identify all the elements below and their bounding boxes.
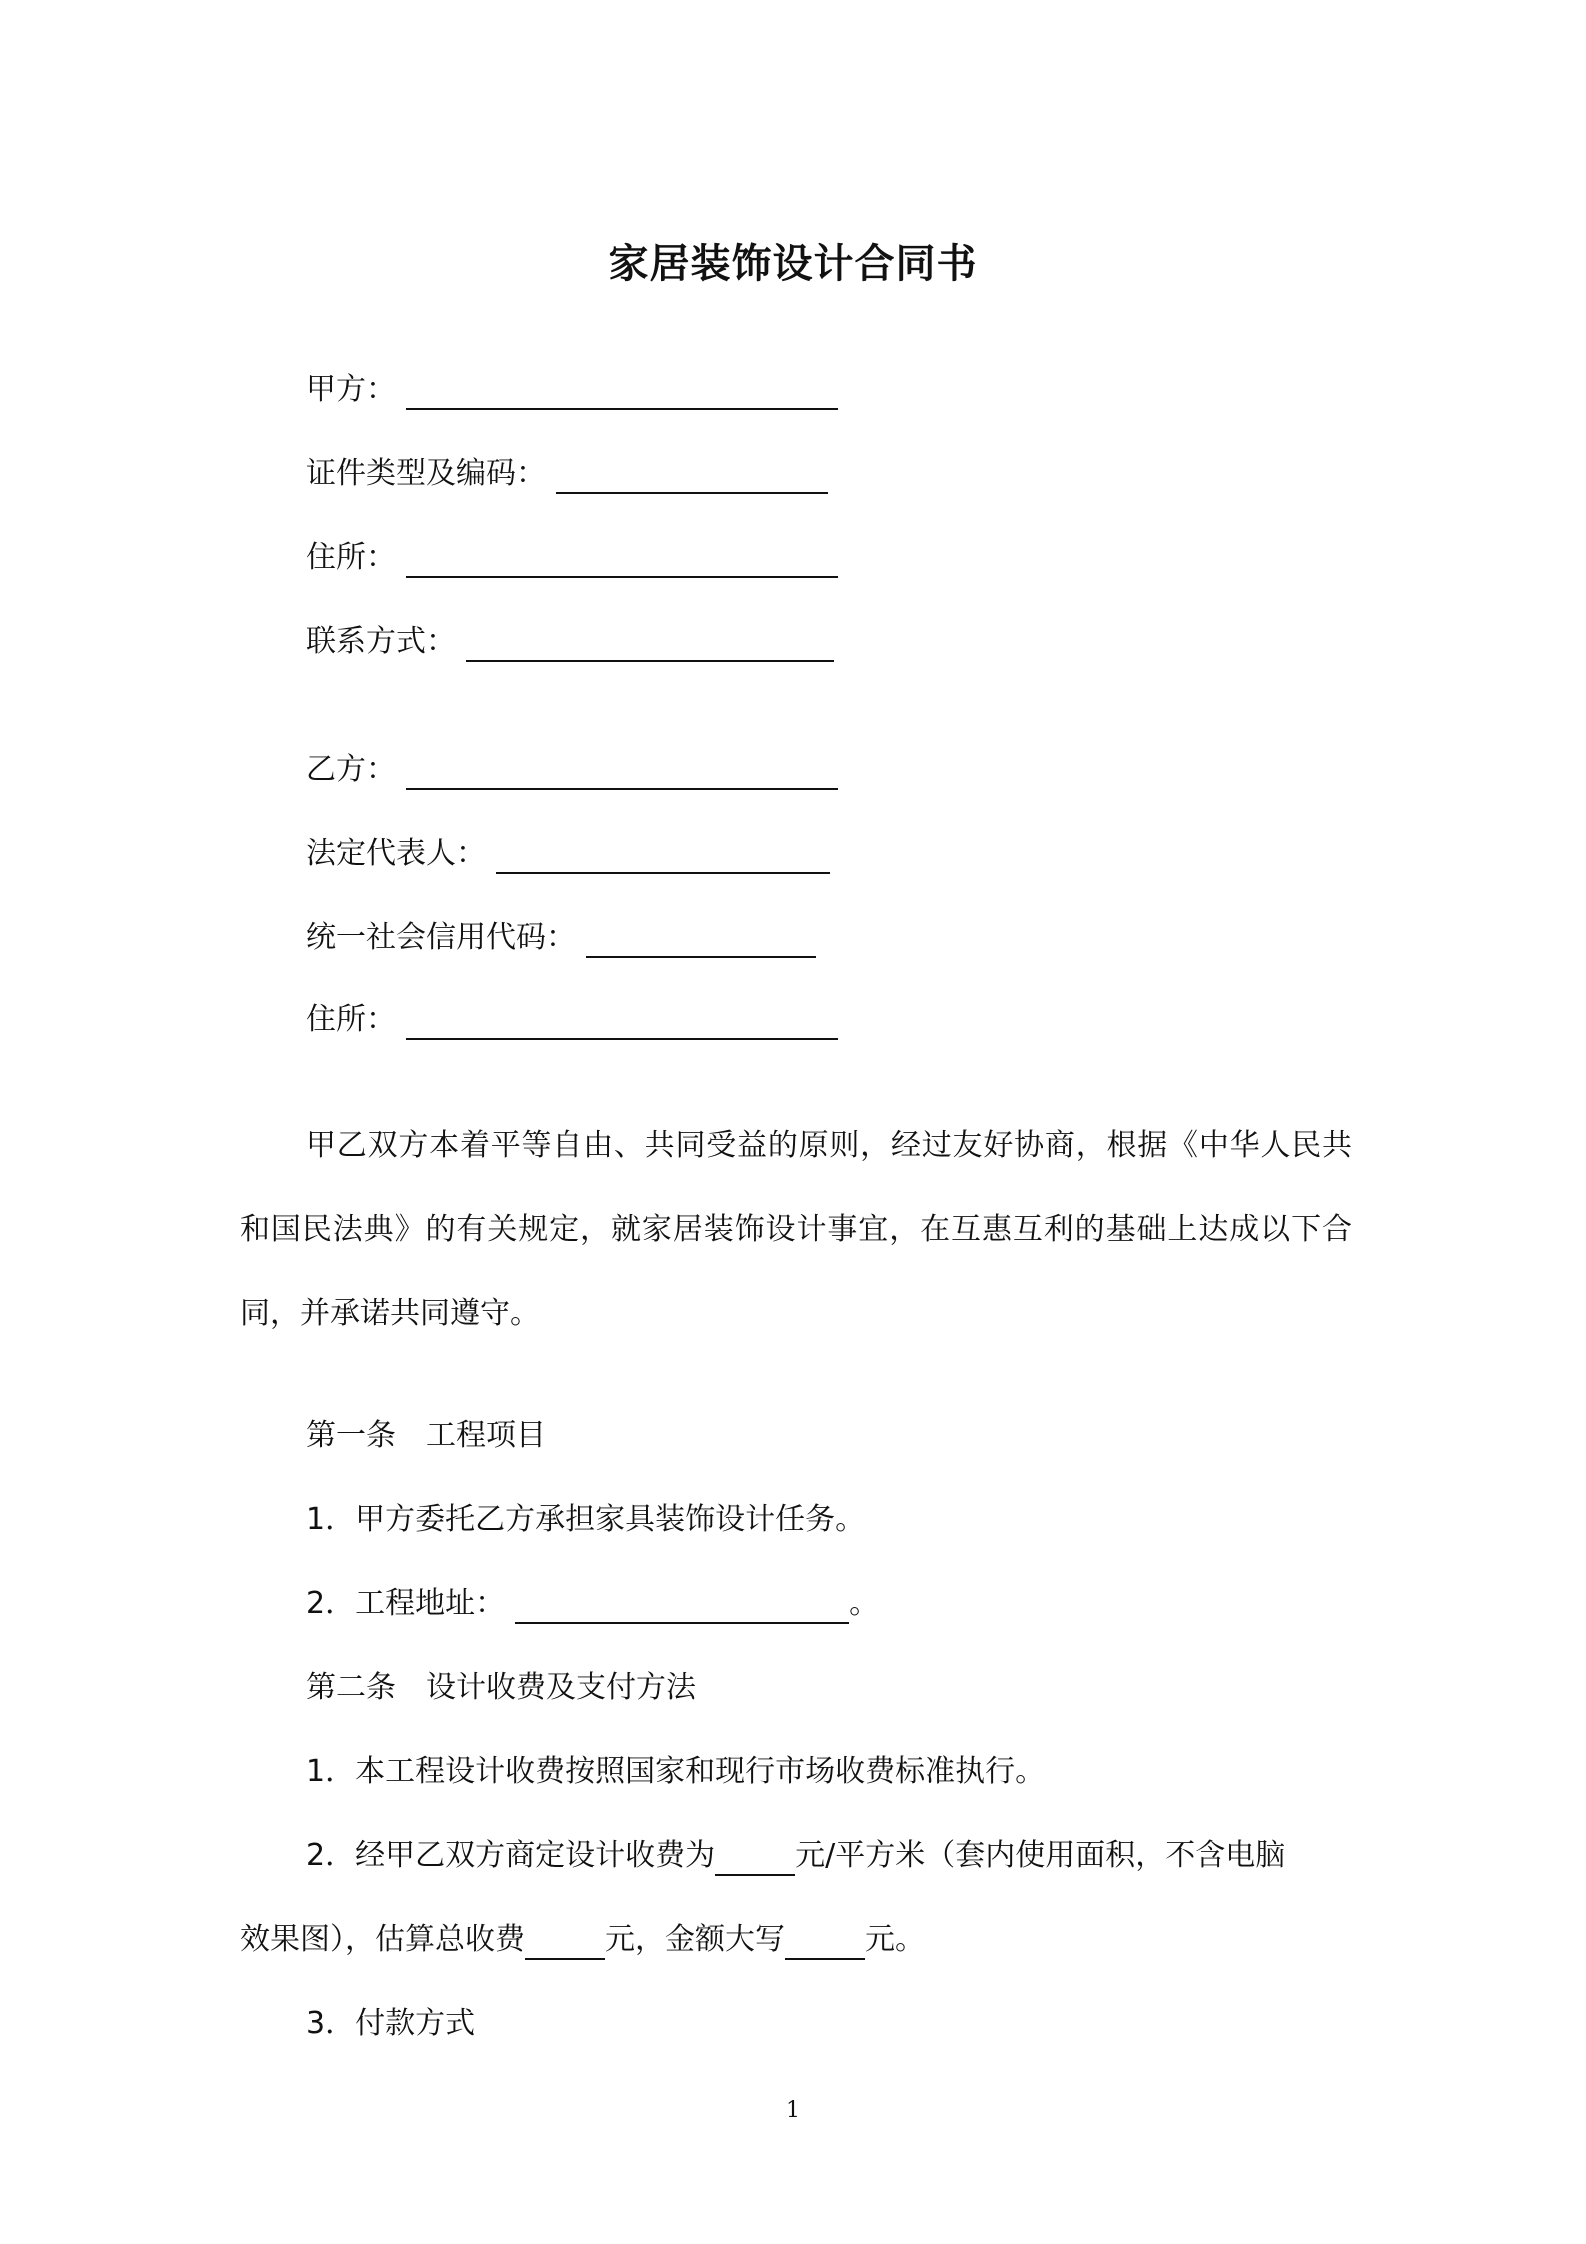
article-2-item-3: 3．付款方式 [306, 2006, 476, 2041]
article-1-item-1: 1．甲方委托乙方承担家具装饰设计任务。 [306, 1502, 866, 1537]
party-a-id-label: 证件类型及编码： [306, 456, 546, 491]
article-2-item-1: 1．本工程设计收费按照国家和现行市场收费标准执行。 [306, 1754, 1046, 1789]
party-a-id-row [306, 454, 828, 494]
page-number: 1 [786, 2098, 800, 2123]
party-a-name-label: 甲方： [306, 372, 396, 407]
party-b-address-label: 住所： [306, 1002, 396, 1037]
party-b-credit-row [306, 918, 816, 958]
preamble-paragraph: 甲乙双方本着平等自由、共同受益的原则，经过友好协商，根据《中华人民共和国民法典》的有关规定，就家居装饰设计事宜，在互惠互利的基础上达成以下合同，并承诺共同遵守。 [240, 1128, 1352, 1331]
party-a-contact-label: 联系方式： [306, 624, 456, 659]
fee-rate-text: 2．经甲乙双方商定设计收费为 [306, 1838, 716, 1873]
party-b-rep-label: 法定代表人： [306, 836, 486, 871]
amount-words-unit: 元。 [865, 1922, 925, 1957]
party-b-credit-blank[interactable] [586, 922, 816, 958]
amount-words-text: 元，金额大写 [605, 1922, 785, 1957]
party-a-address-row [306, 538, 838, 578]
party-a-contact-blank[interactable] [466, 626, 834, 662]
document-title: 家居装饰设计合同书 [608, 241, 978, 287]
work-address-label: 2．工程地址： [306, 1586, 506, 1621]
party-b-address-row [306, 1000, 838, 1040]
party-a-name-row [306, 370, 838, 410]
party-b-rep-blank[interactable] [496, 838, 830, 874]
amount-words-blank[interactable] [785, 1924, 865, 1960]
party-a-name-blank[interactable] [406, 374, 838, 410]
party-b-address-blank[interactable] [406, 1004, 838, 1040]
article-1-heading: 第一条 工程项目 [306, 1418, 546, 1453]
article-2-heading: 第二条 设计收费及支付方法 [306, 1670, 696, 1705]
fee-rate-blank[interactable] [715, 1840, 795, 1876]
article-1-item-2 [306, 1584, 879, 1624]
party-a-address-blank[interactable] [406, 542, 838, 578]
party-a-contact-row [306, 622, 834, 662]
party-b-name-row [306, 750, 838, 790]
party-a-address-label: 住所： [306, 540, 396, 575]
total-fee-text: 效果图），估算总收费 [240, 1922, 525, 1957]
fee-rate-unit: 元/平方米（套内使用面积，不含电脑 [795, 1838, 1286, 1873]
work-address-end: 。 [849, 1586, 880, 1621]
party-b-name-blank[interactable] [406, 754, 838, 790]
party-b-name-label: 乙方： [306, 752, 396, 787]
total-fee-blank[interactable] [525, 1924, 605, 1960]
article-2-item-2-line-1 [306, 1836, 1285, 1876]
party-b-rep-row [306, 834, 830, 874]
party-b-credit-label: 统一社会信用代码： [306, 920, 576, 955]
article-2-item-2-line-2 [240, 1920, 925, 1960]
work-address-blank[interactable] [515, 1588, 849, 1624]
party-a-id-blank[interactable] [556, 458, 828, 494]
